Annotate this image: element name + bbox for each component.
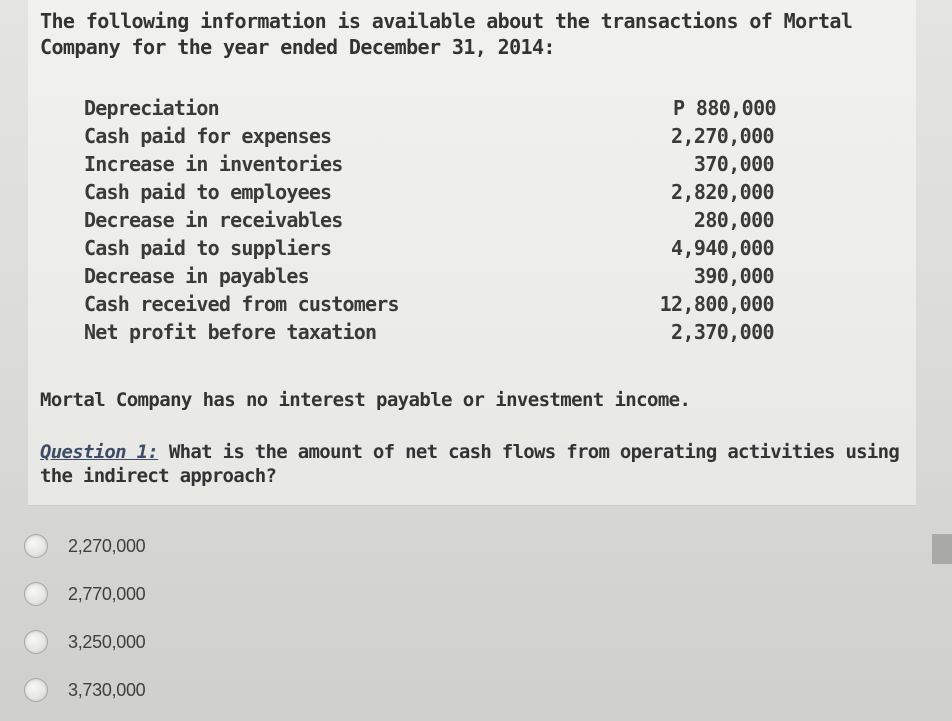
list-item — [84, 180, 774, 208]
option-label: 3,250,000 — [68, 631, 146, 652]
radio-button[interactable] — [24, 630, 48, 654]
question-text — [40, 440, 900, 488]
item-amount: 12,800,000 — [659, 292, 774, 316]
item-amount: 4,940,000 — [671, 236, 774, 260]
option-label: 3,730,000 — [68, 679, 146, 700]
item-amount: 2,370,000 — [671, 320, 774, 344]
list-item — [84, 236, 774, 264]
item-label: Cash received from customers — [84, 292, 399, 316]
question-card — [28, 0, 916, 506]
list-item — [84, 292, 774, 320]
item-label: Depreciation — [84, 96, 219, 120]
item-label: Decrease in receivables — [84, 208, 343, 232]
item-amount: 280,000 — [693, 208, 774, 232]
radio-button[interactable] — [24, 534, 48, 558]
item-label: Cash paid to suppliers — [84, 236, 332, 260]
item-label: Decrease in payables — [84, 264, 309, 288]
list-item — [84, 152, 774, 180]
item-amount: 2,270,000 — [671, 124, 774, 148]
item-amount: 370,000 — [693, 152, 774, 176]
item-label: Cash paid to employees — [84, 180, 332, 204]
list-item — [84, 320, 774, 348]
list-item — [84, 264, 774, 292]
option-label: 2,270,000 — [68, 535, 146, 556]
radio-button[interactable] — [24, 678, 48, 702]
list-item — [84, 96, 774, 124]
answer-option[interactable] — [24, 522, 444, 570]
item-amount: P 880,000 — [673, 96, 776, 120]
item-amount: 390,000 — [693, 264, 774, 288]
answer-option[interactable] — [24, 570, 444, 618]
item-amount: 2,820,000 — [671, 180, 774, 204]
intro-text: The following information is available about the transactions of Mortal Company for the year ended December 31, 2014: — [40, 9, 853, 59]
note-text: Mortal Company has no interest payable or investment income. — [40, 389, 691, 411]
question-body: What is the amount of net cash flows from operating activities using the indirect approach? — [40, 441, 900, 487]
answer-option[interactable] — [24, 666, 444, 714]
radio-button[interactable] — [24, 582, 48, 606]
answer-options — [24, 522, 444, 714]
option-label: 2,770,000 — [68, 583, 146, 604]
list-item — [84, 208, 774, 236]
item-label: Net profit before taxation — [84, 320, 377, 344]
transaction-list — [84, 96, 774, 348]
answer-option[interactable] — [24, 618, 444, 666]
item-label: Cash paid for expenses — [84, 124, 332, 148]
scrollbar-thumb[interactable] — [932, 534, 952, 564]
item-label: Increase in inventories — [84, 152, 343, 176]
question-label: Question 1: — [40, 441, 159, 463]
list-item — [84, 124, 774, 152]
